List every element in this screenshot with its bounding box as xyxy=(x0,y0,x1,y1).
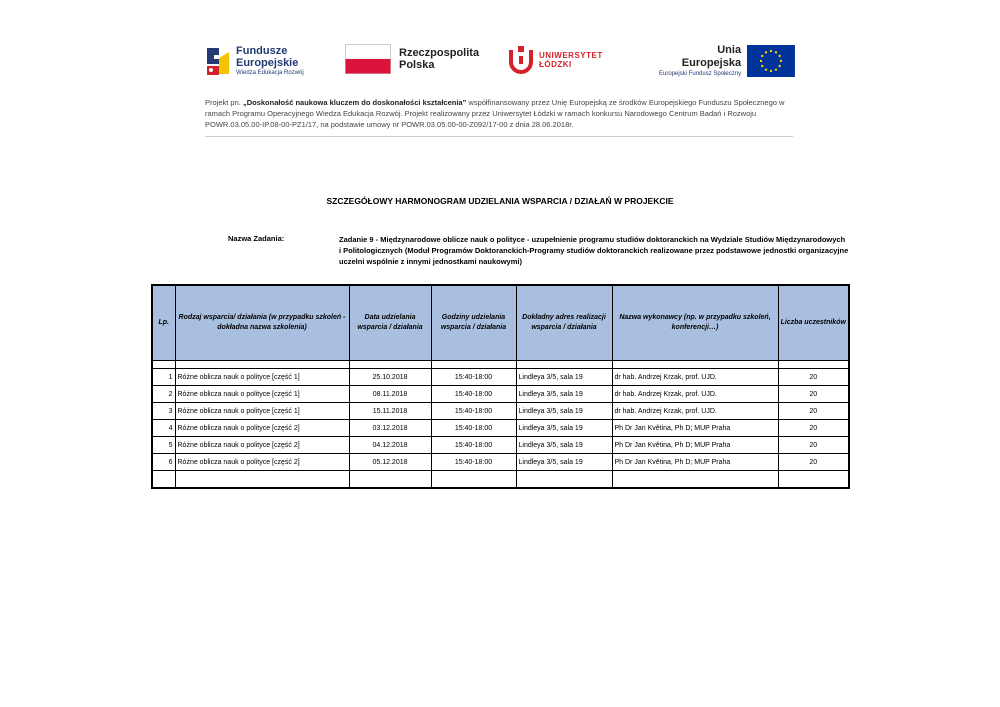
document-title: SZCZEGÓŁOWY HARMONOGRAM UDZIELANIA WSPARCIA / DZIAŁAŃ W PROJEKCIE xyxy=(326,196,674,206)
cell-liczba: 20 xyxy=(778,454,849,471)
cell-adres: Lindleya 3/5, sala 19 xyxy=(516,420,612,437)
cell-godziny: 15:40-18:00 xyxy=(431,420,516,437)
cell-rodzaj: Różne oblicza nauk o polityce [część 1] xyxy=(175,369,349,386)
eu-flag-icon xyxy=(747,45,795,77)
task-description: Zadanie 9 - Międzynarodowe oblicze nauk o polityce - uzupełnienie programu studiów doktoranckich na Wydziale Studiów Międzynarodowych i Politologicznych (Moduł Programów Doktoranckich-Programy studiów doktoranckich realizowane przez podstawowe jednostki organizacyjne uczelni wspólnie z innymi jednostkami naukowymi) xyxy=(339,235,849,266)
cell-data: 15.11.2018 xyxy=(349,403,431,420)
table-spacer-row xyxy=(152,361,849,369)
rzeczpospolita-polska-text xyxy=(399,47,479,71)
cell-wykonawca: Ph Dr Jan Květina, Ph D; MUP Praha xyxy=(612,454,778,471)
cell-rodzaj: Różne oblicza nauk o polityce [część 2] xyxy=(175,420,349,437)
uniwersytet-lodzki-emblem-icon xyxy=(507,44,535,76)
table-row xyxy=(152,386,849,403)
logo-bar xyxy=(205,44,795,84)
header-godziny: Godziny udzielania wsparcia / działania xyxy=(431,285,516,361)
cell-lp: 4 xyxy=(152,420,175,437)
cell-wykonawca: dr hab. Andrzej Krzak, prof. UJD. xyxy=(612,369,778,386)
project-prefix: Projekt pn. xyxy=(205,98,243,107)
cell-godziny: 15:40-18:00 xyxy=(431,369,516,386)
cell-wykonawca: Ph Dr Jan Květina, Ph D; MUP Praha xyxy=(612,437,778,454)
uniwersytet-lodzki-text xyxy=(539,51,603,69)
rp-line1: Rzeczpospolita xyxy=(399,47,480,59)
rp-line2: Polska xyxy=(399,59,435,71)
cell-wykonawca: Ph Dr Jan Květina, Ph D; MUP Praha xyxy=(612,420,778,437)
cell-wykonawca: dr hab. Andrzej Krzak, prof. UJD. xyxy=(612,403,778,420)
cell-data: 08.11.2018 xyxy=(349,386,431,403)
cell-godziny: 15:40-18:00 xyxy=(431,403,516,420)
cell-godziny: 15:40-18:00 xyxy=(431,454,516,471)
cell-rodzaj: Różne oblicza nauk o polityce [część 1] xyxy=(175,386,349,403)
cell-godziny: 15:40-18:00 xyxy=(431,386,516,403)
table-row xyxy=(152,420,849,437)
table-row xyxy=(152,369,849,386)
fundusze-europejskie-text xyxy=(236,45,304,77)
cell-lp: 3 xyxy=(152,403,175,420)
cell-liczba: 20 xyxy=(778,369,849,386)
cell-godziny: 15:40-18:00 xyxy=(431,437,516,454)
header-lp: Lp. xyxy=(152,285,175,361)
task-label: Nazwa Zadania: xyxy=(228,234,285,243)
table-row-empty xyxy=(152,471,849,489)
polish-flag-icon xyxy=(345,44,391,74)
cell-liczba: 20 xyxy=(778,437,849,454)
cell-data: 25.10.2018 xyxy=(349,369,431,386)
cell-liczba: 20 xyxy=(778,386,849,403)
project-suffix: współfinansowany przez Unię Europejską ze środków Europejskiego Funduszu Społecznego w ramach Programu Operacyjnego Wiedza Edukacja Rozwój. Projekt realizowany przez Uniwersytet Łódzki w ramach konkursu Narodowego Centrum Badań i Rozwoju POWR.03.05.00-IP.08-00-PZ1/17, na podstawie umowy nr POWR.03.05.00-00-Z092/17-00 z dnia 28.06.2018r. xyxy=(205,98,785,129)
uniwersytet-lodzki-logo xyxy=(507,44,603,76)
header-divider xyxy=(205,136,793,137)
table-row xyxy=(152,437,849,454)
cell-lp: 5 xyxy=(152,437,175,454)
cell-rodzaj: Różne oblicza nauk o polityce [część 2] xyxy=(175,454,349,471)
header-adres: Dokładny adres realizacji wsparcia / działania xyxy=(516,285,612,361)
ul-line1: UNIWERSYTET xyxy=(539,51,603,60)
unia-europejska-text xyxy=(655,44,741,78)
fe-line2: Europejskie xyxy=(236,57,299,69)
cell-adres: Lindleya 3/5, sala 19 xyxy=(516,369,612,386)
cell-rodzaj: Różne oblicza nauk o polityce [część 2] xyxy=(175,437,349,454)
table-row xyxy=(152,403,849,420)
fe-line3: Wiedza Edukacja Rozwój xyxy=(236,70,304,76)
cell-data: 03.12.2018 xyxy=(349,420,431,437)
unia-europejska-logo xyxy=(655,44,795,78)
header-data: Data udzielania wsparcia / działania xyxy=(349,285,431,361)
cell-wykonawca: dr hab. Andrzej Krzak, prof. UJD. xyxy=(612,386,778,403)
cell-adres: Lindleya 3/5, sala 19 xyxy=(516,437,612,454)
fundusze-europejskie-emblem-icon xyxy=(205,44,231,78)
ue-line2: Europejski Fundusz Społeczny xyxy=(659,71,742,77)
project-description xyxy=(205,97,795,130)
ue-line1: Unia Europejska xyxy=(681,44,742,69)
cell-liczba: 20 xyxy=(778,420,849,437)
project-name: „Doskonałość naukowa kluczem do doskonałości kształcenia” xyxy=(242,98,467,107)
header-rodzaj: Rodzaj wsparcia/ działania (w przypadku szkoleń - dokładna nazwa szkolenia) xyxy=(175,285,349,361)
cell-rodzaj: Różne oblicza nauk o polityce [część 1] xyxy=(175,403,349,420)
cell-lp: 6 xyxy=(152,454,175,471)
table-row xyxy=(152,454,849,471)
cell-data: 05.12.2018 xyxy=(349,454,431,471)
fundusze-europejskie-logo xyxy=(205,44,304,78)
cell-lp: 2 xyxy=(152,386,175,403)
cell-adres: Lindleya 3/5, sala 19 xyxy=(516,403,612,420)
cell-lp: 1 xyxy=(152,369,175,386)
cell-liczba: 20 xyxy=(778,403,849,420)
header-wykonawca: Nazwa wykonawcy (np. w przypadku szkoleń, konferencji…) xyxy=(612,285,778,361)
schedule-table xyxy=(151,284,850,489)
ul-line2: ŁÓDZKI xyxy=(539,60,572,69)
header-liczba: Liczba uczestników xyxy=(778,285,849,361)
fe-line1: Fundusze xyxy=(236,45,288,57)
cell-adres: Lindleya 3/5, sala 19 xyxy=(516,454,612,471)
cell-data: 04.12.2018 xyxy=(349,437,431,454)
rzeczpospolita-polska-logo xyxy=(345,44,479,74)
cell-adres: Lindleya 3/5, sala 19 xyxy=(516,386,612,403)
table-header-row xyxy=(152,285,849,361)
